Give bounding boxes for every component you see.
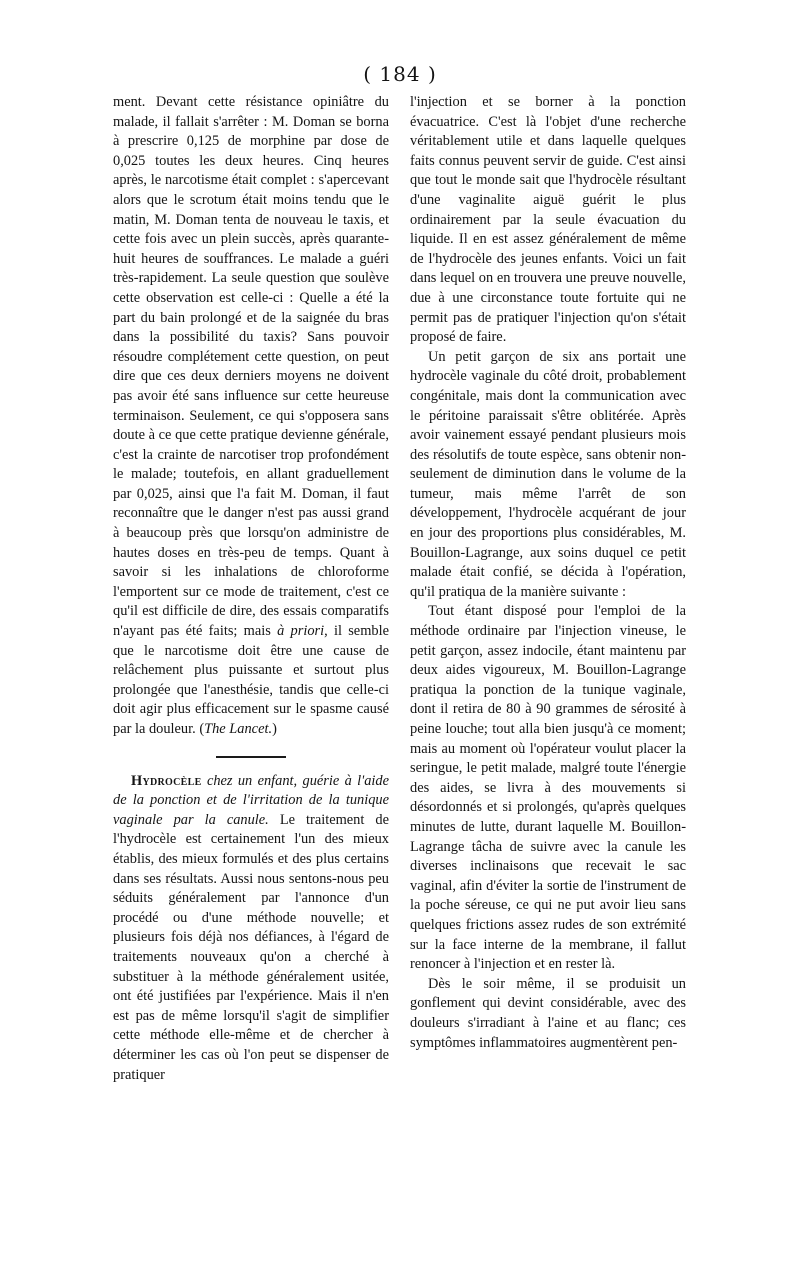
right-paragraph-4: Dès le soir même, il se produisit un gonflement qui devint considérable, avec des douleurs s'irradiant à l'aine et au flanc; ces symptômes inflammatoires augmentèrent pen- (410, 975, 686, 1051)
article-heading: Hydrocèle (131, 772, 202, 789)
a-priori-italic: à priori (277, 623, 325, 640)
right-paragraph-1: l'injection et se borner à la ponction évacuatrice. C'est là l'objet d'une recherche véritablement utile et dans laquelle quelques faits connus peuvent servir de guide. C'est ainsi que tout le monde sait que l'hydrocèle résultant d'une vaginalite aiguë guérit le plus ordinairement par la seule évacuation du liquide. Il en est assez généralement de même de l'hydrocèle des jeunes enfants. Voici un fait dans lequel on en trouvera une preuve nouvelle, due à une circonstance toute fortuite qui ne permit pas de pratiquer l'injection qu'on s'était proposé de faire. (410, 94, 686, 346)
left-paragraph-1-continuation: , il semble que le narcotisme doit être une cause de relâchement plus puissante et surtout plus prolongée que l'anesthésie, tandis que celle-ci doit agir plus efficacement sur le spasme causé par la douleur. ( (113, 623, 389, 737)
right-column (410, 93, 686, 1053)
section-divider (216, 756, 286, 758)
left-paragraph-2: Le traitement de l'hydrocèle est certainement l'un des mieux établis, des mieux formulés et des plus certains dans ses résultats. Aussi nous sentons-nous peu séduits généralement par l'annonce d'un procédé ou d'une méthode nouvelle; et plusieurs fois déjà nos défiances, à l'égard de traitements nouveaux qu'on a cherché à substituer à la méthode généralement usitée, ont été justifiées par l'expérience. Mais il n'en est pas de même lorsqu'il s'agit de simplifier cette méthode elle-même et de chercher à déterminer les cas où l'on peut se dispenser de pratiquer (113, 811, 389, 1083)
article-heading-subtitle: chez un enfant, guérie à l'aide de la ponction et de l'irritation de la tunique vaginale par la canule. (113, 772, 390, 828)
page-number: ( 184 ) (363, 62, 437, 86)
right-paragraph-2: Un petit garçon de six ans portait une hydrocèle vaginale du côté droit, probablement congénitale, mais dont la communication avec le péritoine paraissait s'être oblitérée. Après avoir vainement essayé pendant plusieurs mois des résolutifs de toute espèce, sans obtenir non-seulement de diminution dans le volume de la tumeur, mais même l'arrêt de son développement, l'hydrocèle acquérant de jour en jour des proportions plus considérables, M. Bouillon-Lagrange, aux soins duquel ce petit malade était confié, se décida à l'opération, qu'il pratiqua de la manière suivante : (410, 348, 686, 600)
article-heading-paragraph (113, 772, 389, 1086)
left-paragraph-1-text: ment. Devant cette résistance opiniâtre du malade, il fallait s'arrêter : M. Doman se borna à prescrire 0,125 de morphine par dose de 0,025 toutes les deux heures. Cinq heures après, le narcotisme était complet : s'apercevant alors que le scrotum était moins tendu que le matin, M. Doman tenta de nouveau le taxis, et cette fois avec un plein succès, après quarante-huit heures de souffrances. Le malade a guéri très-rapidement. La seule question que soulève cette observation est celle-ci : Quelle a été la part du bain prolongé et de la saignée du bras dans la possibilité du taxis? Sans pouvoir résoudre complétement cette question, on peut dire que ces deux derniers moyens ne doivent pas avoir été sans influence sur cette heureuse terminaison. Seulement, ce qui s'opposera sans doute à ce que cette pratique devienne générale, c'est la crainte de narcotiser trop profondément le malade; toutefois, en allant graduellement par 0,025, ainsi que l'a fait M. Doman, il faut reconnaître que le danger n'est pas aussi grand à beaucoup près que lorsqu'on administre de hautes doses en très-peu de temps. Quant à savoir si les inhalations de chloroforme l'emportent sur ce mode de traitement, c'est ce qu'il est difficile de dire, des essais comparatifs n'ayant pas été faits; mais (113, 94, 389, 640)
left-paragraph-1 (113, 93, 389, 740)
right-paragraph-3: Tout étant disposé pour l'emploi de la méthode ordinaire par l'injection vineuse, le petit garçon, assez indocile, étant maintenu par deux aides vigoureux, M. Bouillon-Lagrange pratiqua la ponction de la tunique vaginale, dont il retira de 80 à 90 grammes de sérosité à peine louche; tout alla bien jusqu'à ce moment; mais au moment où l'opérateur voulut placer la seringue, le petit malade, malgré toute l'énergie des aides, se livra à des mouvements si désordonnés et si prolongés, qu'après quelques minutes de lutte, durant laquelle M. Bouillon-Lagrange tâcha de suivre avec la canule les diverses inclinaisons que recevait le sac vaginal, afin d'éviter la sortie de l'instrument de la poche séreuse, ce qui ne put avoir lieu sans quelques frictions assez rudes de son extrémité sur la face interne de la membrane, il fallut renoncer à l'injection et en rester là. (410, 603, 686, 973)
left-column (113, 93, 389, 1085)
source-close: ) (272, 721, 277, 737)
source-citation: The Lancet. (204, 721, 273, 737)
